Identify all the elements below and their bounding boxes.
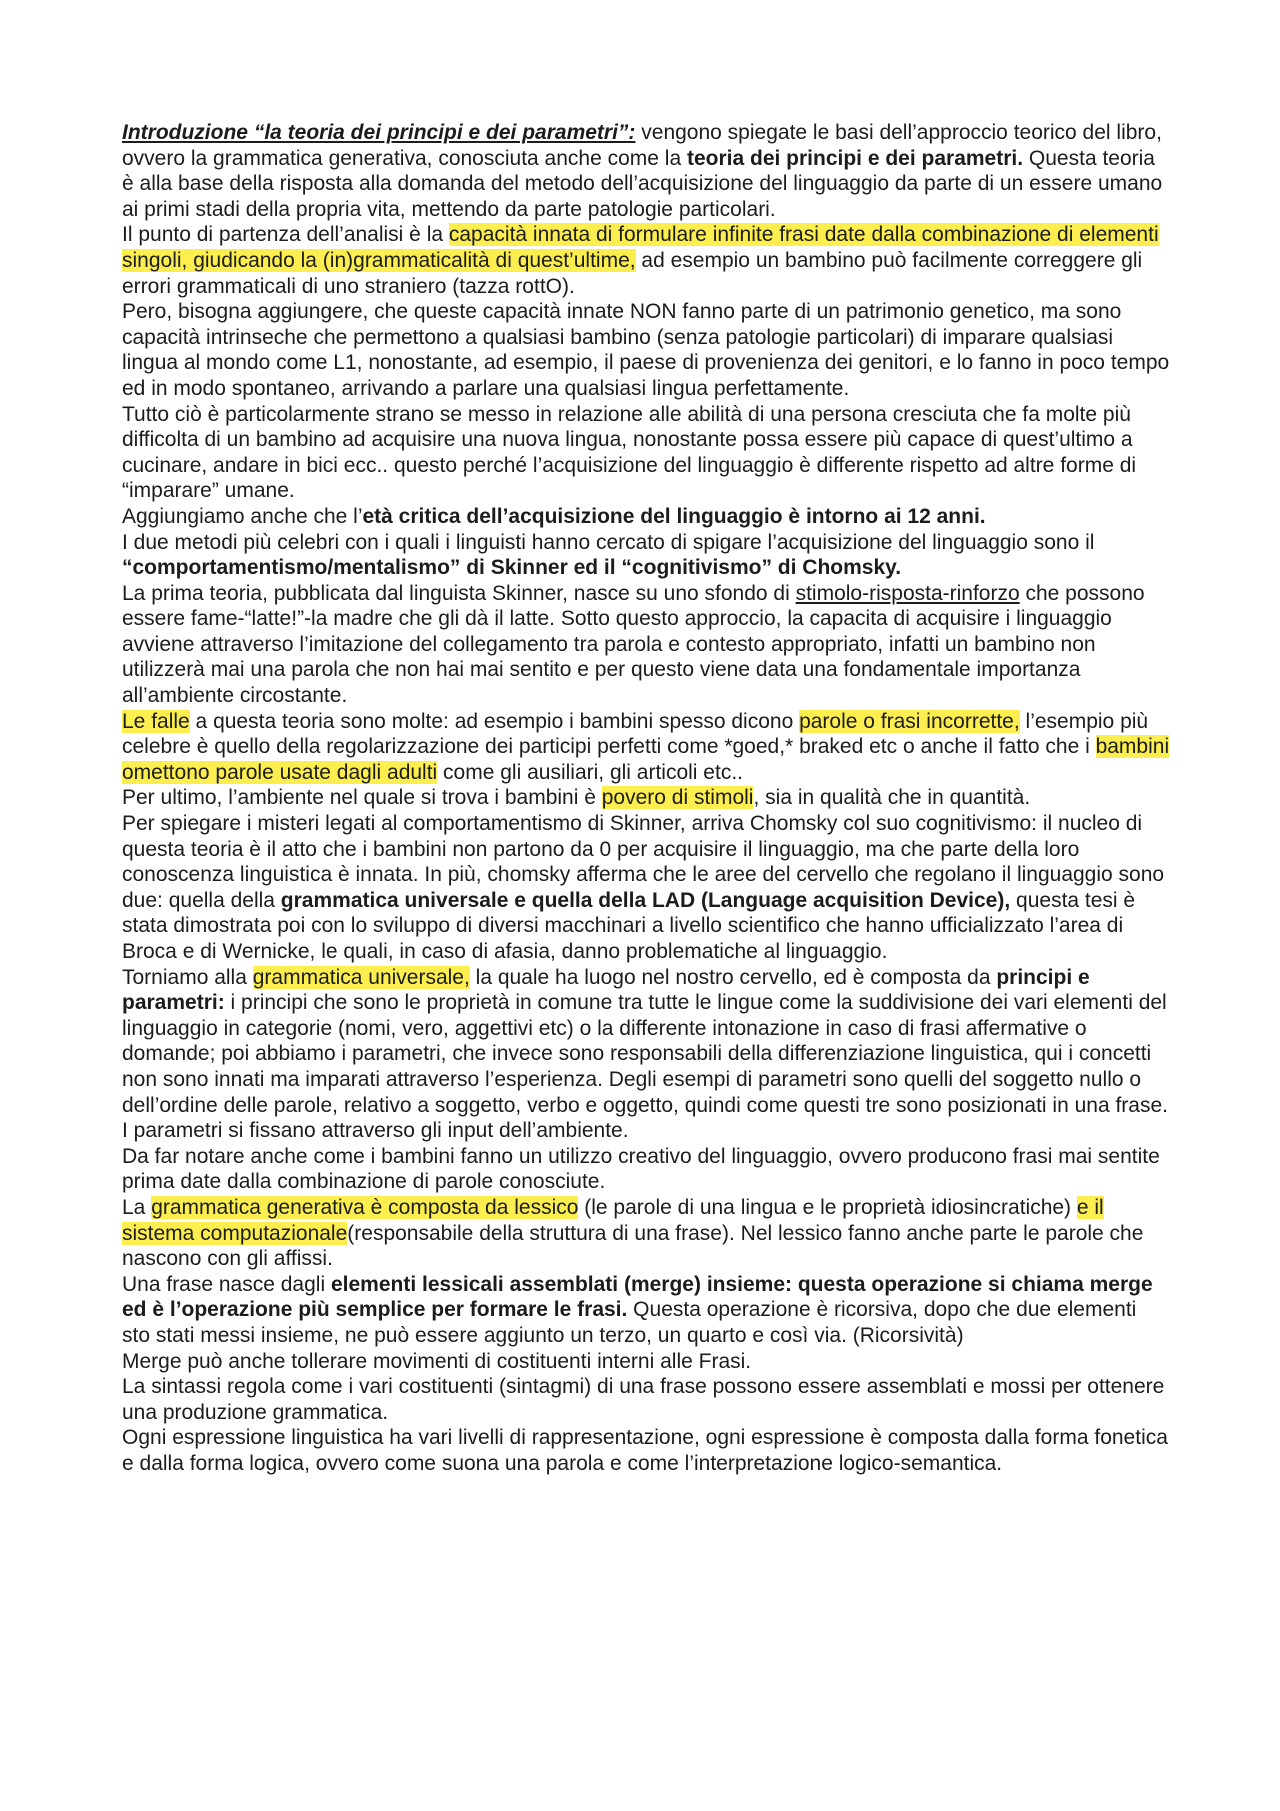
highlight-incorrect-words: parole o frasi incorrette, <box>799 709 1020 733</box>
intro-bold: teoria dei principi e dei parametri. <box>686 146 1024 170</box>
highlight-innate-capacity: capacità innata di formulare infinite frasi date dalla combinazione di elementi singoli, giudicando la (in)grammaticalità di quest’ultime, <box>122 223 1159 272</box>
paragraph-universal-grammar <box>122 965 1170 1119</box>
paragraph-innate-not-genetic: Pero, bisogna aggiungere, che queste capacità innate NON fanno parte di un patrimonio genetico, ma sono capacità intrinseche che permettono a qualsiasi bambino (senza patologie particolari) di imparare qualsiasi lingua al mondo come L1, nonostante, ad esempio, il paese di provenienza dei genitori, e lo fanno in poco tempo ed in modo spontaneo, arrivando a parlare una qualsiasi lingua perfettamente. <box>122 300 1170 400</box>
p8-text-1: a questa teoria sono molte: ad esempio i bambini spesso dicono <box>189 709 800 733</box>
paragraph-two-methods <box>122 530 1170 581</box>
p7-text-2: che possono essere fame-“latte!”-la madre che gli dà il latte. Sotto questo approccio, la capacita di acquisire i linguaggio avviene attraverso l’imitazione del collegamento tra parola e contesto appropriato, infatti un bambino non utilizzerà mai una parola che non hai mai sentito e per questo viene data una fondamentale importanza all’ambiente circostante. <box>122 581 1145 708</box>
intro-title: Introduzione “la teoria dei principi e dei parametri”: <box>122 121 636 144</box>
paragraph-merge <box>122 1272 1170 1349</box>
p2-text-2: ad esempio un bambino può facilmente correggere gli errori grammaticali di uno straniero (tazza rottO). <box>122 248 1143 298</box>
ug-lad-bold: grammatica universale e quella della LAD (Language acquisition Device), <box>280 888 1011 912</box>
p14-text-1: La <box>122 1195 152 1219</box>
highlight-universal-grammar: grammatica universale, <box>252 965 470 989</box>
paragraph-critical-age <box>122 504 1170 530</box>
p11-text-1: Torniamo alla <box>122 965 253 989</box>
highlight-poor-stimuli: povero di stimoli <box>601 786 754 810</box>
p2-text-1: Il punto di partenza dell’analisi è la <box>122 223 449 247</box>
paragraph-chomsky <box>122 811 1170 965</box>
paragraph-poor-stimuli <box>122 785 1170 811</box>
highlight-le-falle: Le falle <box>122 709 190 733</box>
highlight-lexicon: grammatica generativa è composta da lessico <box>151 1195 579 1219</box>
principles-parameters-bold: principi e parametri: <box>122 965 1090 1015</box>
p6-text-1: I due metodi più celebri con i quali i linguisti hanno cercato di spigare l’acquisizione del linguaggio sono il <box>122 530 1095 554</box>
p8-text-2: l’esempio più celebre è quello della regolarizzazione dei participi perfetti come *goed,* braked etc o anche il fatto che i <box>122 709 1149 759</box>
p9-text-2: , sia in qualità che in quantità. <box>753 786 1031 810</box>
p10-text-1: Per spiegare i misteri legati al comportamentismo di Skinner, arriva Chomsky col suo cognitivismo: il nucleo di questa teoria è il atto che i bambini non partono da 0 per acquisire il linguaggio, ma che parte della loro conoscenza linguistica è innata. In più, chomsky afferma che le aree del cervello che regolano il linguaggio sono due: quella della <box>122 812 1165 912</box>
document-body <box>122 120 1170 1476</box>
paragraph-generative-grammar <box>122 1195 1170 1272</box>
paragraph-representation-levels: Ogni espressione linguistica ha vari livelli di rappresentazione, ogni espressione è composta dalla forma fonetica e dalla forma logica, ovvero come suona una parola e come l’interpretazione logico-semantica. <box>122 1426 1168 1475</box>
paragraph-merge-movement: Merge può anche tollerare movimenti di costituenti interni alle Frasi. <box>122 1349 752 1373</box>
paragraph-parameters-input: I parametri si fissano attraverso gli input dell’ambiente. <box>122 1119 629 1143</box>
highlight-computational-system: e il sistema computazionale <box>122 1195 1104 1245</box>
p9-text-1: Per ultimo, l’ambiente nel quale si trova i bambini è <box>122 786 602 810</box>
p14-text-3: (responsabile della struttura di una frase). Nel lessico fanno anche parte le parole che nascono con gli affissi. <box>122 1221 1144 1271</box>
merge-bold: elementi lessicali assemblati (merge) insieme: questa operazione si chiama merge ed è l’operazione più semplice per formare le frasi. <box>122 1272 1153 1322</box>
p14-text-2: (le parole di una lingua e le proprietà idiosincratiche) <box>578 1195 1077 1219</box>
p15-text-2: Questa operazione è ricorsiva, dopo che due elementi sto stati messi insieme, ne può essere aggiunto un terzo, un quarto e così via. (Ricorsività) <box>122 1298 1137 1347</box>
paragraph-adult-comparison: Tutto ciò è particolarmente strano se messo in relazione alle abilità di una persona cresciuta che fa molte più difficolta di un bambino ad acquisire una nuova lingua, nonostante possa essere più capace di quest’ultimo a cucinare, andare in bici ecc.. questo perché l’acquisizione del linguaggio è differente rispetto ad altre forme di “imparare” umane. <box>122 402 1137 503</box>
p15-text-1: Una frase nasce dagli <box>122 1272 331 1296</box>
paragraph-syntax: La sintassi regola come i vari costituenti (sintagmi) di una frase possono essere assemblati e mossi per ottenere una produzione grammatica. <box>122 1375 1165 1424</box>
paragraph-skinner <box>122 581 1170 709</box>
p8-text-3: come gli ausiliari, gli articoli etc.. <box>437 760 743 784</box>
paragraph-flaws <box>122 709 1170 786</box>
intro-text-1: vengono spiegate le basi dell’approccio teorico del libro, ovvero la grammatica generativa, conosciuta anche come la <box>122 121 1162 170</box>
p11-text-2: la quale ha luogo nel nostro cervello, ed è composta da <box>469 965 997 989</box>
p11-text-3: i principi che sono le proprietà in comune tra tutte le lingue come la suddivisione dei vari elementi del linguaggio in categorie (nomi, vero, aggettivi etc) o la differente intonazione in caso di frasi affermative o domande; poi abbiamo i parametri, che invece sono responsabili della differenziazione linguistica, qui i concetti non sono innati ma imparati attraverso l’esperienza. Degli esempi di parametri sono quelli del soggetto nullo o dell’ordine delle parole, relativo a soggetto, verbo e oggetto, quindi come questi tre sono posizionati in una frase. <box>122 991 1168 1117</box>
paragraph-creative-use: Da far notare anche come i bambini fanno un utilizzo creativo del linguaggio, ovvero producono frasi mai sentite prima date dalla combinazione di parole conosciute. <box>122 1144 1160 1194</box>
intro-paragraph <box>122 120 1170 222</box>
p10-text-2: questa tesi è stata dimostrata poi con lo sviluppo di diversi macchinari a livello scientifico che hanno ufficializzato l’area di Broca e di Wernicke, le quali, in caso di afasia, danno problematiche al linguaggio. <box>122 888 1136 963</box>
intro-text-2: Questa teoria è alla base della risposta alla domanda del metodo dell’acquisizione del linguaggio da parte di un essere umano ai primi stadi della propria vita, mettendo da parte patologie particolari. <box>122 146 1163 221</box>
highlight-omit-words: bambini omettono parole usate dagli adulti <box>122 735 1170 784</box>
critical-age-bold: età critica dell’acquisizione del linguaggio è intorno ai 12 anni. <box>362 504 986 528</box>
p5-text-1: Aggiungiamo anche che l’ <box>122 504 363 528</box>
paragraph-starting-point <box>122 222 1170 299</box>
two-methods-bold: “comportamentismo/mentalismo” di Skinner ed il “cognitivismo” di Chomsky. <box>122 556 902 580</box>
p7-text-1: La prima teoria, pubblicata dal linguista Skinner, nasce su uno sfondo di <box>122 581 796 605</box>
stimulus-response-underlined: stimolo-risposta-rinforzo <box>795 581 1020 605</box>
